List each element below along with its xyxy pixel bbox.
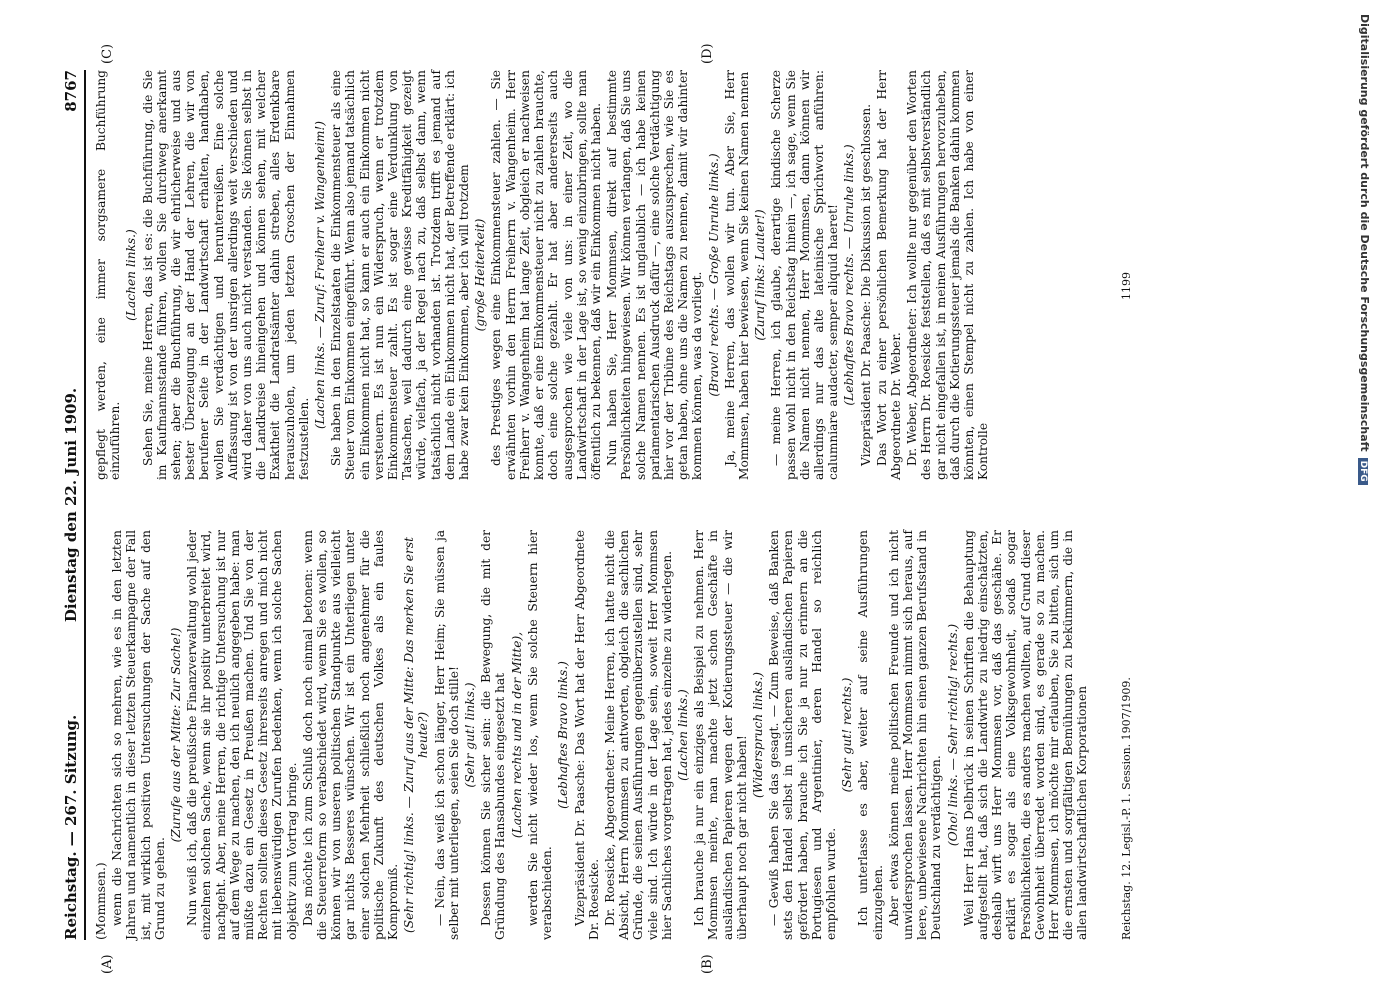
- paragraph: — Nein, das weiß ich schon länger, Herr Heim; Sie müssen ja selber mit unterliegen, seien Sie doch stille!: [432, 530, 461, 940]
- document-page: [60, 43, 1320, 974]
- stage-direction: (große Heiterkeit): [473, 218, 488, 332]
- folio-number: 1199: [1120, 272, 1133, 300]
- stage-direction: (Lachen links.): [675, 689, 690, 781]
- paragraph: Nun weiß ich, daß die preußische Finanzverwaltung wohl jeder einzelnen solchen Sache, wenn sie ihr positiv unterbreitet wird, nachgeht. Aber, meine Herren, die richtige Untersuchung ist nur auf dem Wege zu machen, den ich neulich angegeben habe: man müßte dazu ein Gesetz in Preußen machen. Und Sie von der Rechten sollten dieses Gesetz ihrerseits anregen und mich nicht mit liebenswürdigen Zurufen bedenken, wenn ich solche Sachen objektiv zum Vortrag bringe.: [185, 530, 299, 940]
- stage-direction: (Sehr richtig! links. — Zuruf aus der Mitte: Das merken Sie erst heute?): [402, 536, 431, 934]
- paragraph: (Mommsen.): [94, 862, 108, 940]
- paragraph: Vizepräsident Dr. Paasche: Die Diskussion ist geschlossen.: [858, 103, 873, 466]
- margin-b: (B): [700, 954, 715, 974]
- right-column: [94, 70, 992, 480]
- paragraph: des Prestiges wegen eine Einkommensteuer zahlen. — Sie erwähnten vorhin den Herrn Freiherrn v. Wangenheim. Herr Freiherr v. Wangenheim hat lange Zeit, obgleich er nachweisen konnte, daß er eine Einkommensteuer nicht zu zahlen brauchte, doch eine solche gezahlt. Er hat aber andererseits auch ausgesprochen wie viele von uns: in einer Zeit, wo die Landwirtschaft in der Lage ist, so wenig einzubringen, sollte man öffentlich zu bekennen, daß wir ein Einkommen nicht haben.: [489, 70, 603, 480]
- paragraph: Nun haben Sie, Herr Mommsen, direkt auf bestimmte Persönlichkeiten hingewiesen. Wir können verlangen, daß Sie uns solche Namen nennen. Es ist unglaublich — ich habe keinen parlamentarischen Ausdruck dafür —, eine solche Verdächtigung hier vor der Tribüne des Reichstags auszusprechen, wie Sie es getan haben, ohne uns die Namen zu nennen, damit wir dahinter kommen können, was da vorliegt.: [605, 70, 705, 480]
- page-number: 8767: [62, 70, 80, 112]
- footer-note: Reichstag. 12. Legisl.-P. 1. Session. 1907/1909.: [1120, 677, 1133, 940]
- page-header: [60, 70, 86, 940]
- paragraph: gepflegt werden, eine immer sorgsamere Buchführung einzuführen.: [94, 70, 123, 480]
- margin-d: (D): [700, 43, 715, 64]
- margin-a: (A): [100, 954, 115, 974]
- header-left: Reichstag. — 267. Sitzung.: [62, 714, 80, 940]
- paragraph: Sehen Sie, meine Herren, das ist es: die Buchführung, die Sie im Kaufmannsstande führen, wollen Sie durchweg anerkannt sehen; aber die Buchführung, die wir ehrlicherweise und aus bester Überzeugung an der Hand der Lehren, die wir von berufener Seite in der Landwirtschaft erhalten, handhaben, wollen Sie verdächtigen und herunterreißen. Eine solche Auffassung ist von der unsrigen allerdings weit verschieden und wird daher von uns auch nicht verstanden. Sie können selbst in die Landkreise hineingehen und können sehen, mit welcher Exaktheit die Landratsämter dahin streben, alles Erdenkbare herauszuholen, um jeden letzten Groschen der Einnahmen festzustellen.: [140, 70, 311, 480]
- paragraph: werden Sie nicht wieder los, wenn Sie solche Steuern hier verabschieden.: [525, 530, 555, 940]
- paragraph: Das möchte ich zum Schluß doch noch einmal betonen: wenn die Steuerreform so verabschiedet wird, wenn Sie es wollen, so können wir von unseren politischen Standpunkte aus vielleicht gar nichts Besseres wünschen. Wir ist ein Unterliegen unter einer solchen Mehrheit schließlich noch angenehmer für die politische Zukunft des deutschen Volkes als ein faules Kompromiß.: [300, 530, 401, 940]
- paragraph: Aber etwas können meine politischen Freunde und ich nicht unwidersprochen lassen. Herr Mommsen nimmt sich heraus, auf leere, unbewiesene Nachrichten hin einen ganzen Berufsstand in Deutschland zu verdächtigen.: [886, 530, 944, 940]
- stage-direction: (Oho! links. — Sehr richtig! rechts.): [945, 623, 960, 847]
- stage-direction: (Widerspruch links.): [750, 672, 765, 798]
- header-center: Dienstag den 22. Juni 1909.: [62, 387, 80, 623]
- paragraph: Das Wort zu einer persönlichen Bemerkung hat der Herr Abgeordnete Dr. Weber.: [874, 70, 903, 480]
- stage-direction: (Sehr gut! links.): [463, 682, 478, 788]
- paragraph: Dessen können Sie sicher sein: die Bewegung, die mit der Gründung des Hansabundes eingesetzt hat: [479, 530, 508, 940]
- stage-direction: (Bravo! rechts. — Große Unruhe links.): [706, 153, 721, 397]
- paragraph: Dr. Weber, Abgeordneter: Ich wollte nur gegenüber den Worten des Herrn Dr. Roesicke feststellen, daß es mit selbstverständlich gar nicht eingefallen ist, in meinen Ausführungen hervorzuheben, daß durch die Kotierungssteuer jemals die Banken dahin kommen könnten, einen Stempel nicht zu zahlen. Ich habe von einer Kontrolle: [905, 70, 991, 480]
- stage-direction: (Zuruf links: Lauter!): [753, 209, 768, 341]
- paragraph: Vizepräsident Dr. Paasche: Das Wort hat der Herr Abgeordnete Dr. Roesicke.: [572, 530, 601, 940]
- paragraph: Ich unterlasse es aber, weiter auf seine Ausführungen einzugehen.: [856, 530, 885, 940]
- paragraph: Ja, meine Herren, das wollen wir tun. Aber Sie, Herr Mommsen, haben hier bewiesen, wenn Sie keinen Namen nennen: [722, 70, 751, 480]
- stage-direction: (Lachen rechts und in der Mitte),: [509, 631, 524, 839]
- paragraph: — meine Herren, ich glaube, derartige kindische Scherze passen wohl nicht in den Reichstag hinein —, ich sage, wenn Sie die Namen nicht nennen, Herr Mommsen, dann können wir allerdings nur das alte lateinische Sprichwort anführen: calumniare audacter, semper aliquid haeret!: [769, 70, 841, 480]
- paragraph: Sie haben in den Einzelstaaten die Einkommensteuer als eine Steuer vom Einkommen eingeführt. Wenn also jemand tatsächlich ein Einkommen nicht hat, so kann er auch ein Einkommen nicht versteuern. Es ist nun ein Widerspruch, wenn er trotzdem Einkommensteuer zahlt. Es ist sogar eine Verdunklung von Tatsachen, weil dadurch eine gewisse Kreditfähigkeit gezeigt würde, vielfach, ja der Regel nach zu, daß selbst dann, wenn tatsächlich nicht vorhanden ist. Trotzdem trifft es jemand auf dem Lande ein Einkommen nicht hat, der Betreffende erklärt: ich habe zwar kein Einkommen, aber ich will trotzdem: [329, 70, 472, 480]
- stage-direction: (Zurufe aus der Mitte: Zur Sache!): [169, 627, 184, 843]
- paragraph: Ich brauche ja nur ein einziges als Beispiel zu nehmen. Herr Mommsen meinte, man machte jetzt schon Geschäfte in ausländischen Papieren wegen der Kotierungssteuer — die wir überhaupt noch gar nicht haben!: [692, 530, 749, 940]
- left-column: [94, 530, 1092, 940]
- stage-direction: (Lebhaftes Bravo rechts. — Unruhe links.): [842, 144, 857, 406]
- credit-text: Digitalisierung gefördert durch die Deutsche Forschungsgemeinschaft: [1358, 14, 1371, 452]
- paragraph: wenn die Nachrichten sich so mehren, wie es in den letzten Jahren und namentlich in dieser letzten Steuerkampagne der Fall ist, mit wirklich positiven Untersuchungen der Sache auf den Grund zu gehen.: [110, 530, 167, 940]
- dfg-logo: DFG: [1358, 458, 1368, 485]
- digitization-credit: [1357, 14, 1377, 714]
- stage-direction: (Lachen links.): [124, 229, 139, 321]
- margin-c: (C): [100, 43, 115, 64]
- paragraph: Weil Herr Hans Delbrück in seinen Schriften die Behauptung aufgestellt hat, daß sich die Landwirte zu niedrig einschätzten, deshalb wirft uns Herr Mommsen vor, daß das geschähe. Er erklärt es sogar als eine Volksgewohnheit, sodaß sogar Persönlichkeiten, die es anders machen wollten, auf Grund dieser Gewohnheit überredet worden sind, es gerade so zu machen. Herr Mommsen, ich möchte mir erlauben, Sie zu bitten, sich um die ernsten und sorgfältigen Bemühungen zu bekümmern, die in allen landwirtschaftlichen Korporationen: [961, 530, 1090, 940]
- stage-direction: (Sehr gut! rechts.): [840, 677, 855, 793]
- paragraph: Dr. Roesicke, Abgeordneter: Meine Herren, ich hatte nicht die Absicht, Herrn Mommsen zu antworten, obgleich die sachlichen Gründe, die seinen Ausführungen gegenüberzustellen sind, sehr viele sind. Ich würde in der Lage sein, soweit Herr Mommsen hier Sachliches vorgetragen hat, jedes einzelne zu widerlegen.: [602, 530, 674, 940]
- paragraph: — Gewiß haben Sie das gesagt. — Zum Beweise, daß Banken stets den Handel selbst in unsicheren ausländischen Papieren gefördert haben, brauche ich Sie ja nur zu erinnern an die Portugiesen und Argentinier, deren Handel so reichlich empfohlen wurde.: [767, 530, 838, 940]
- stage-direction: (Lachen links. — Zuruf: Freiherr v. Wangenheim!): [313, 120, 328, 430]
- stage-direction: (Lebhaftes Bravo links.): [556, 661, 571, 809]
